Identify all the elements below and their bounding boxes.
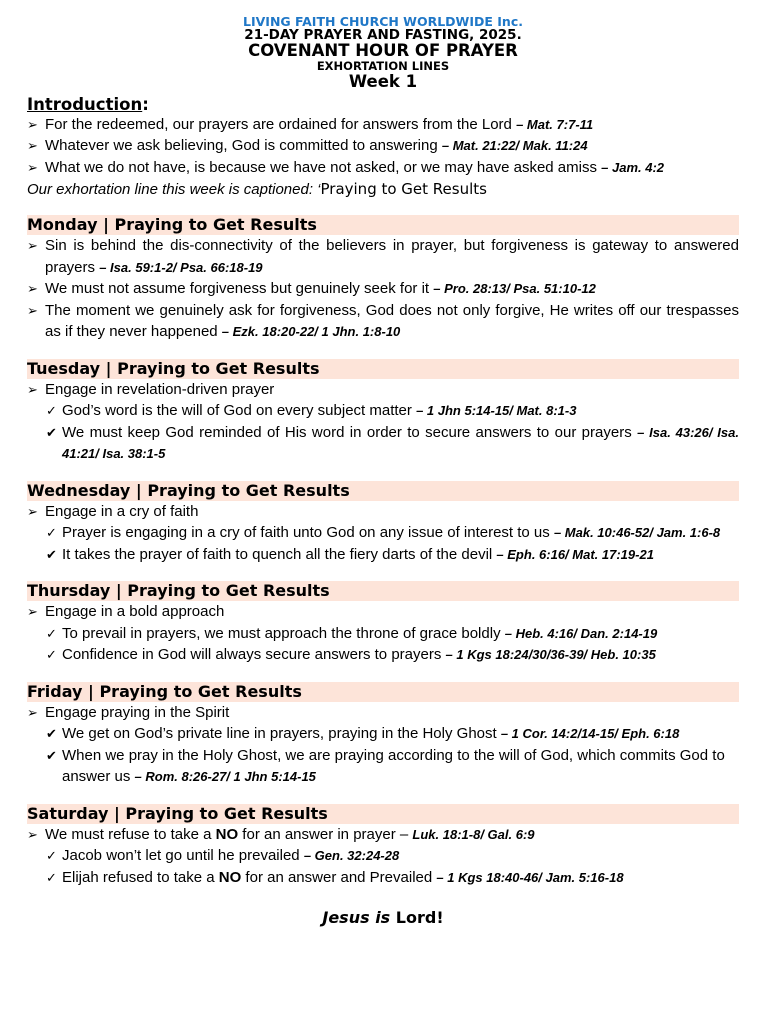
bullet-text: Whatever we ask believing, God is committed to answering	[45, 137, 438, 155]
scripture-ref: – Mat. 7:7-11	[516, 116, 594, 132]
arrow-bullet-icon: ➢	[27, 281, 38, 297]
intro-heading	[27, 95, 739, 114]
day-point	[27, 501, 739, 523]
item-no: NO	[218, 868, 242, 886]
scripture-ref: – 1 Cor. 14:2/14-15/ Eph. 6:18	[500, 726, 680, 742]
day-heading-monday: Monday | Praying to Get Results	[27, 215, 739, 235]
day-subitem	[27, 623, 739, 645]
exhortation-caption	[27, 178, 739, 201]
scripture-ref: – 1 Jhn 5:14-15/ Mat. 8:1-3	[416, 403, 577, 419]
scripture-ref: – 1 Kgs 18:24/30/36-39/ Heb. 10:35	[445, 647, 656, 663]
day-subitem	[27, 522, 739, 544]
check-bullet-icon: ✔	[46, 546, 57, 562]
arrow-bullet-icon: ➢	[27, 826, 38, 842]
point-text: Engage in a bold approach	[45, 603, 225, 621]
day-point	[27, 379, 739, 401]
day-subitem	[27, 422, 739, 465]
item-text: God’s word is the will of God on every subject matter	[62, 402, 412, 420]
document-title: COVENANT HOUR OF PRAYER	[248, 41, 518, 61]
item-text: To prevail in prayers, we must approach the throne of grace boldly	[62, 624, 501, 642]
day-heading-thursday: Thursday | Praying to Get Results	[27, 581, 739, 601]
item-text: Confidence in God will always secure answers to prayers	[62, 646, 442, 664]
day-subitem	[27, 644, 739, 666]
scripture-ref: Luk. 18:1-8/ Gal. 6:9	[412, 826, 535, 842]
point-text-a: We must refuse to take a	[45, 825, 216, 843]
intro-bullet	[27, 135, 739, 157]
arrow-bullet-icon: ➢	[27, 704, 38, 720]
closing-part-1: Jesus is	[322, 908, 391, 928]
day-subitem	[27, 745, 739, 788]
day-point	[27, 601, 739, 623]
bullet-text: For the redeemed, our prayers are ordained for answers from the Lord	[45, 115, 512, 133]
scripture-ref: – Isa. 43:26/ Isa. 41:21/ Isa. 38:1-5	[62, 424, 739, 462]
closing-part-2: Lord!	[395, 908, 444, 928]
day-subitem	[27, 544, 739, 566]
day-heading-wednesday: Wednesday | Praying to Get Results	[27, 481, 739, 501]
day-subitem	[27, 845, 739, 867]
arrow-bullet-icon: ➢	[27, 302, 38, 318]
day-subitem	[27, 723, 739, 745]
day-item	[27, 235, 739, 278]
check-bullet-icon: ✔	[46, 726, 57, 742]
intro-bullet	[27, 157, 739, 179]
day-item	[27, 300, 739, 343]
scripture-ref: – Eph. 6:16/ Mat. 17:19-21	[496, 546, 654, 562]
check-bullet-icon: ✓	[46, 647, 57, 663]
check-bullet-icon: ✓	[46, 848, 57, 864]
program-title: 21-DAY PRAYER AND FASTING, 2025.	[244, 27, 522, 44]
scripture-ref: – Pro. 28:13/ Psa. 51:10-12	[433, 281, 596, 297]
scripture-ref: – Jam. 4:2	[601, 159, 665, 175]
day-subitem	[27, 400, 739, 422]
document-subtitle: EXHORTATION LINES	[316, 58, 450, 73]
intro-heading-colon: :	[142, 94, 149, 114]
closing-line	[27, 908, 739, 927]
intro-bullet	[27, 114, 739, 136]
scripture-ref: – Ezk. 18:20-22/ 1 Jhn. 1:8-10	[221, 324, 401, 340]
check-bullet-icon: ✔	[46, 424, 57, 440]
arrow-bullet-icon: ➢	[27, 159, 38, 175]
day-heading-tuesday: Tuesday | Praying to Get Results	[27, 359, 739, 379]
item-text: We must not assume forgiveness but genuinely seek for it	[45, 280, 430, 298]
day-subitem	[27, 867, 739, 889]
day-point	[27, 824, 739, 846]
check-bullet-icon: ✓	[46, 403, 57, 419]
day-heading-saturday: Saturday | Praying to Get Results	[27, 804, 739, 824]
intro-heading-text: Introduction	[27, 94, 143, 114]
caption-lead: Our exhortation line this week is captioned: ‘	[27, 181, 321, 199]
scripture-ref: – Rom. 8:26-27/ 1 Jhn 5:14-15	[134, 769, 316, 785]
item-text: When we pray in the Holy Ghost, we are praying according to the will of God, which commits God to answer us	[62, 746, 725, 786]
point-text: Engage in a cry of faith	[45, 502, 199, 520]
point-no: NO	[215, 825, 239, 843]
item-text-a: Elijah refused to take a	[62, 868, 219, 886]
week-label: Week 1	[348, 71, 418, 91]
item-text: Prayer is engaging in a cry of faith unto God on any issue of interest to us	[62, 524, 550, 542]
item-text: We must keep God reminded of His word in order to secure answers to our prayers	[62, 423, 632, 441]
document-page	[27, 14, 739, 927]
arrow-bullet-icon: ➢	[27, 138, 38, 154]
scripture-ref: – Mat. 21:22/ Mak. 11:24	[441, 138, 588, 154]
day-point	[27, 702, 739, 724]
arrow-bullet-icon: ➢	[27, 238, 38, 254]
item-text: Sin is behind the dis-connectivity of the believers in prayer, but forgiveness is gateway to answered prayers	[45, 237, 739, 276]
bullet-text: What we do not have, is because we have not asked, or we may have asked amiss	[45, 158, 597, 176]
scripture-ref: – Gen. 32:24-28	[303, 848, 400, 864]
point-text-b: for an answer in prayer –	[238, 825, 409, 843]
check-bullet-icon: ✓	[46, 625, 57, 641]
arrow-bullet-icon: ➢	[27, 503, 38, 519]
check-bullet-icon: ✓	[46, 525, 57, 541]
document-header	[27, 15, 739, 90]
check-bullet-icon: ✓	[46, 869, 57, 885]
day-item	[27, 278, 739, 300]
caption-title: Praying to Get Results	[320, 180, 487, 199]
day-heading-friday: Friday | Praying to Get Results	[27, 682, 739, 702]
scripture-ref: – Mak. 10:46-52/ Jam. 1:6-8	[553, 525, 721, 541]
item-text: We get on God’s private line in prayers, praying in the Holy Ghost	[62, 725, 497, 743]
arrow-bullet-icon: ➢	[27, 604, 38, 620]
scripture-ref: – Heb. 4:16/ Dan. 2:14-19	[504, 625, 658, 641]
point-text: Engage praying in the Spirit	[45, 703, 230, 721]
scripture-ref: – Isa. 59:1-2/ Psa. 66:18-19	[99, 259, 263, 275]
item-text: Jacob won’t let go until he prevailed	[62, 847, 300, 865]
item-text-b: for an answer and Prevailed	[241, 868, 433, 886]
church-name: LIVING FAITH CHURCH WORLDWIDE Inc.	[243, 14, 523, 29]
arrow-bullet-icon: ➢	[27, 116, 38, 132]
item-text: It takes the prayer of faith to quench all the fiery darts of the devil	[62, 545, 493, 563]
item-text: The moment we genuinely ask for forgiveness, God does not only forgive, He writes off our trespasses as if they never happened	[45, 301, 739, 341]
point-text: Engage in revelation-driven prayer	[45, 380, 275, 398]
check-bullet-icon: ✔	[46, 747, 57, 763]
arrow-bullet-icon: ➢	[27, 381, 38, 397]
scripture-ref: – 1 Kgs 18:40-46/ Jam. 5:16-18	[436, 869, 624, 885]
